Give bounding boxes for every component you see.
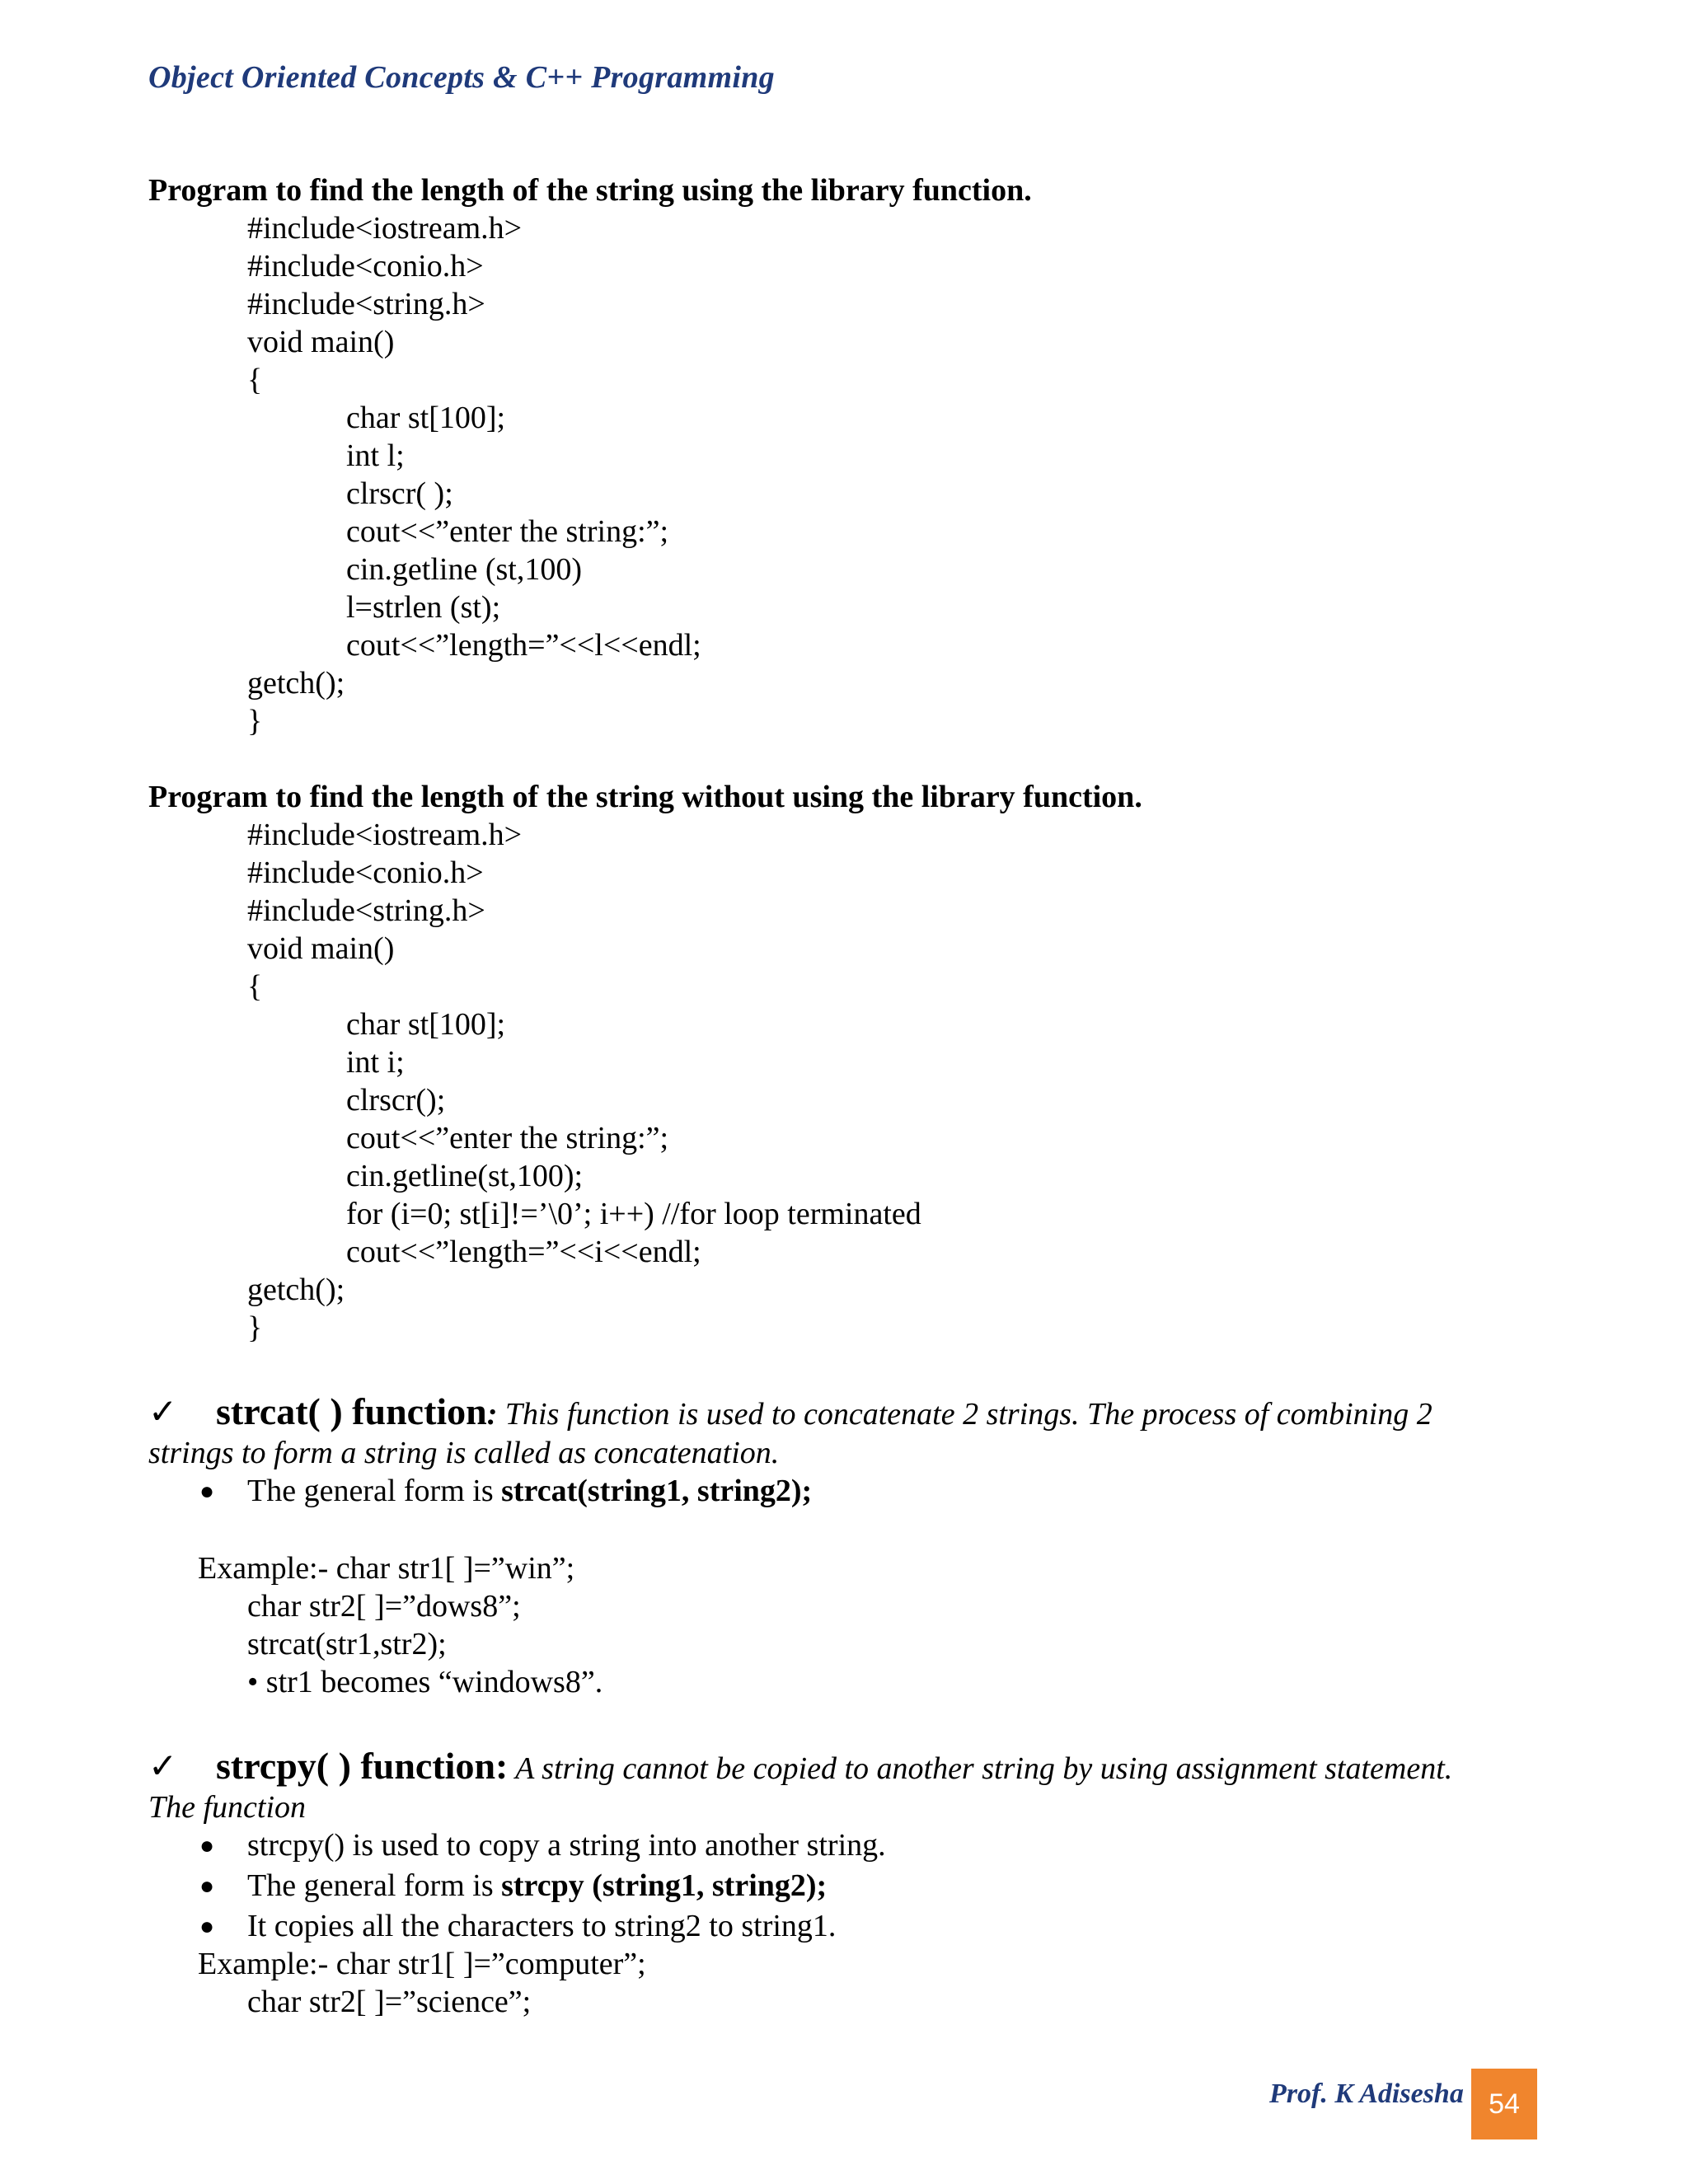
strcpy-bullet-text: It copies all the characters to string2 to string1. — [247, 1909, 837, 1943]
code-line: cin.getline (st,100) — [346, 552, 582, 587]
code-line: #include<string.h> — [247, 893, 485, 928]
strcat-example-line: strcat(str1,str2); — [247, 1627, 447, 1661]
code-line: #include<conio.h> — [247, 855, 484, 890]
code-line: { — [247, 969, 263, 1004]
strcat-form-bold: strcat(string1, string2); — [501, 1474, 813, 1508]
strcpy-bullet — [247, 1826, 886, 1864]
running-header: Object Oriented Concepts & C++ Programming — [148, 60, 775, 95]
bullet-icon: ● — [199, 1832, 215, 1859]
code-line: clrscr( ); — [346, 476, 453, 511]
strcat-form-prefix: The general form is — [247, 1474, 502, 1508]
strcat-example-line: • str1 becomes “windows8”. — [247, 1665, 603, 1699]
checkmark-icon: ✓ — [148, 1391, 178, 1432]
strcat-desc-1: This function is used to concatenate 2 strings. The process of combining 2 — [497, 1397, 1432, 1432]
code-line: cout<<”length=”<<i<<endl; — [346, 1235, 701, 1269]
strcpy-bullet-bold: strcpy (string1, string2); — [501, 1868, 828, 1903]
footer-author: Prof. K Adisesha — [1269, 2079, 1464, 2109]
code-line: clrscr(); — [346, 1083, 446, 1118]
code-line: char st[100]; — [346, 401, 506, 435]
strcat-desc-2: strings to form a string is called as concatenation. — [148, 1436, 780, 1470]
strcat-colon: : — [486, 1397, 498, 1432]
strcpy-title: strcpy( ) function: — [216, 1745, 509, 1787]
code-line: cout<<”enter the string:”; — [346, 514, 669, 549]
page-number: 54 — [1471, 2069, 1537, 2139]
code-line: #include<string.h> — [247, 287, 485, 321]
code-line: #include<iostream.h> — [247, 211, 523, 246]
code-line: char st[100]; — [346, 1007, 506, 1042]
strcpy-bullet — [247, 1907, 836, 1945]
code-line: l=strlen (st); — [346, 590, 501, 625]
strcpy-bullet-text: The general form is — [247, 1868, 502, 1903]
code-line: void main() — [247, 325, 395, 359]
strcpy-desc-1: A string cannot be copied to another string by using assignment statement. — [508, 1751, 1453, 1786]
code-line: cout<<”length=”<<l<<endl; — [346, 628, 701, 663]
code-line: int l; — [346, 438, 405, 473]
strcpy-bullet-text: strcpy() is used to copy a string into another string. — [247, 1828, 886, 1863]
section-heading-1: Program to find the length of the string using the library function. — [148, 173, 1032, 208]
strcpy-desc-2: The function — [148, 1790, 307, 1825]
strcat-general-form — [247, 1472, 812, 1510]
code-line: cout<<”enter the string:”; — [346, 1121, 669, 1155]
code-line: void main() — [247, 931, 395, 966]
section-heading-2: Program to find the length of the string without using the library function. — [148, 780, 1142, 814]
code-line: int i; — [346, 1045, 405, 1080]
bullet-icon: ● — [199, 1478, 215, 1505]
code-line: } — [247, 1310, 263, 1345]
code-line: getch(); — [247, 666, 345, 701]
bullet-icon: ● — [199, 1872, 215, 1900]
strcpy-example-line: Example:- char str1[ ]=”computer”; — [198, 1947, 646, 1981]
code-line: cin.getline(st,100); — [346, 1159, 584, 1193]
checkmark-icon: ✓ — [148, 1746, 178, 1786]
code-line: { — [247, 363, 263, 397]
strcat-intro — [216, 1390, 1541, 1433]
code-line: #include<iostream.h> — [247, 818, 523, 852]
code-line: for (i=0; st[i]!=’\0’; i++) //for loop terminated — [346, 1197, 921, 1231]
strcpy-example-line: char str2[ ]=”science”; — [247, 1985, 532, 2019]
strcpy-bullet — [247, 1867, 827, 1905]
code-line: #include<conio.h> — [247, 249, 484, 284]
strcpy-intro — [216, 1747, 1541, 1788]
bullet-icon: ● — [199, 1913, 215, 1940]
code-line: } — [247, 704, 263, 738]
strcat-example-line: Example:- char str1[ ]=”win”; — [198, 1551, 575, 1586]
code-line: getch(); — [247, 1272, 345, 1307]
strcat-example-line: char str2[ ]=”dows8”; — [247, 1589, 521, 1624]
strcat-title: strcat( ) function — [216, 1390, 487, 1432]
